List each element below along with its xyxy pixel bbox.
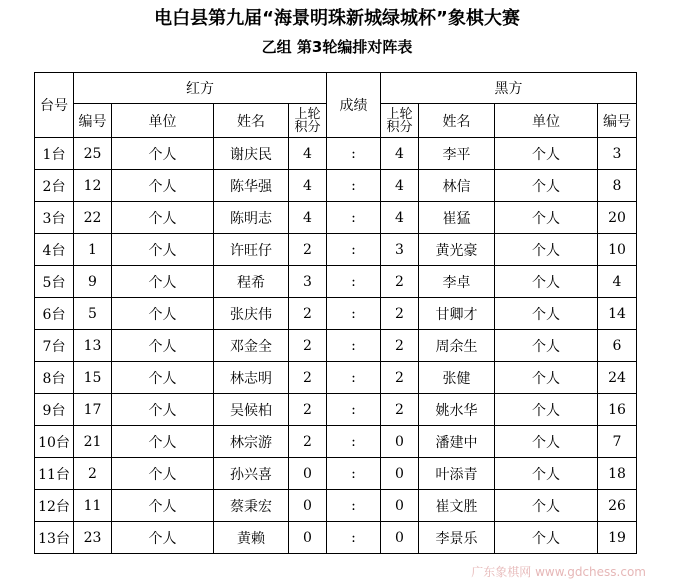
header-black-number: 编号 [598, 104, 637, 138]
red-points-cell: 0 [289, 522, 327, 554]
red-number-cell: 25 [74, 138, 112, 170]
red-points-cell: 3 [289, 266, 327, 298]
red-number-cell: 13 [74, 330, 112, 362]
header-row-top [35, 73, 637, 104]
red-name-cell: 张庆伟 [214, 298, 289, 330]
result-cell: : [327, 170, 381, 202]
red-points-cell: 2 [289, 234, 327, 266]
table-row [35, 234, 637, 266]
red-unit-cell: 个人 [112, 266, 214, 298]
result-cell: : [327, 138, 381, 170]
red-number-cell: 15 [74, 362, 112, 394]
red-points-cell: 2 [289, 362, 327, 394]
black-name-cell: 崔猛 [419, 202, 495, 234]
red-name-cell: 陈华强 [214, 170, 289, 202]
table-row [35, 362, 637, 394]
header-red-unit: 单位 [112, 104, 214, 138]
table-no-cell: 2台 [35, 170, 74, 202]
table-row [35, 522, 637, 554]
black-unit-cell: 个人 [495, 522, 598, 554]
table-no-cell: 13台 [35, 522, 74, 554]
red-name-cell: 吴候柏 [214, 394, 289, 426]
black-points-cell: 2 [381, 266, 419, 298]
black-number-cell: 8 [598, 170, 637, 202]
black-name-cell: 李卓 [419, 266, 495, 298]
page-subtitle: 乙组 第3轮编排对阵表 [261, 38, 413, 56]
black-number-cell: 20 [598, 202, 637, 234]
result-cell: : [327, 266, 381, 298]
red-name-cell: 黄赖 [214, 522, 289, 554]
black-name-cell: 林信 [419, 170, 495, 202]
red-name-cell: 程希 [214, 266, 289, 298]
black-unit-cell: 个人 [495, 170, 598, 202]
red-points-cell: 4 [289, 202, 327, 234]
black-number-cell: 26 [598, 490, 637, 522]
black-number-cell: 7 [598, 426, 637, 458]
table-no-cell: 9台 [35, 394, 74, 426]
site-watermark: 广东象棋网 www.gdchess.com [471, 565, 646, 579]
table-no-cell: 10台 [35, 426, 74, 458]
red-points-cell: 0 [289, 490, 327, 522]
table-row [35, 298, 637, 330]
red-unit-cell: 个人 [112, 458, 214, 490]
red-unit-cell: 个人 [112, 202, 214, 234]
table-row [35, 426, 637, 458]
red-points-cell: 2 [289, 426, 327, 458]
black-name-cell: 周余生 [419, 330, 495, 362]
table-no-cell: 5台 [35, 266, 74, 298]
red-number-cell: 23 [74, 522, 112, 554]
red-name-cell: 蔡秉宏 [214, 490, 289, 522]
red-number-cell: 1 [74, 234, 112, 266]
black-points-cell: 0 [381, 458, 419, 490]
table-row [35, 330, 637, 362]
header-black-side: 黑方 [381, 73, 637, 104]
result-cell: : [327, 394, 381, 426]
red-points-cell: 2 [289, 330, 327, 362]
red-unit-cell: 个人 [112, 522, 214, 554]
black-name-cell: 姚水华 [419, 394, 495, 426]
black-name-cell: 黄光豪 [419, 234, 495, 266]
red-name-cell: 林志明 [214, 362, 289, 394]
black-name-cell: 崔文胜 [419, 490, 495, 522]
red-name-cell: 许旺仔 [214, 234, 289, 266]
black-unit-cell: 个人 [495, 298, 598, 330]
black-number-cell: 16 [598, 394, 637, 426]
table-no-cell: 7台 [35, 330, 74, 362]
black-number-cell: 10 [598, 234, 637, 266]
black-number-cell: 14 [598, 298, 637, 330]
table-row [35, 266, 637, 298]
red-points-cell: 4 [289, 170, 327, 202]
black-unit-cell: 个人 [495, 394, 598, 426]
black-points-cell: 2 [381, 298, 419, 330]
header-black-name: 姓名 [419, 104, 495, 138]
black-number-cell: 19 [598, 522, 637, 554]
header-red-name: 姓名 [214, 104, 289, 138]
red-number-cell: 2 [74, 458, 112, 490]
table-row [35, 138, 637, 170]
result-cell: : [327, 298, 381, 330]
black-points-cell: 2 [381, 362, 419, 394]
header-red-side: 红方 [74, 73, 327, 104]
black-name-cell: 张健 [419, 362, 495, 394]
table-row [35, 458, 637, 490]
table-no-cell: 3台 [35, 202, 74, 234]
header-black-points [381, 104, 419, 138]
red-unit-cell: 个人 [112, 362, 214, 394]
result-cell: : [327, 522, 381, 554]
black-points-cell: 0 [381, 426, 419, 458]
black-unit-cell: 个人 [495, 234, 598, 266]
table-no-cell: 6台 [35, 298, 74, 330]
table-row [35, 202, 637, 234]
black-number-cell: 3 [598, 138, 637, 170]
black-unit-cell: 个人 [495, 458, 598, 490]
red-unit-cell: 个人 [112, 394, 214, 426]
header-red-points-line2: 积分 [294, 119, 321, 135]
table-no-cell: 11台 [35, 458, 74, 490]
black-number-cell: 18 [598, 458, 637, 490]
black-points-cell: 2 [381, 394, 419, 426]
black-number-cell: 4 [598, 266, 637, 298]
table-no-cell: 4台 [35, 234, 74, 266]
black-points-cell: 4 [381, 170, 419, 202]
pairing-table [34, 72, 637, 554]
black-unit-cell: 个人 [495, 202, 598, 234]
table-row [35, 394, 637, 426]
result-cell: : [327, 458, 381, 490]
black-unit-cell: 个人 [495, 330, 598, 362]
table-no-cell: 12台 [35, 490, 74, 522]
black-unit-cell: 个人 [495, 426, 598, 458]
black-points-cell: 4 [381, 138, 419, 170]
table-row [35, 170, 637, 202]
red-number-cell: 12 [74, 170, 112, 202]
result-cell: : [327, 330, 381, 362]
header-result: 成绩 [327, 73, 381, 138]
result-cell: : [327, 202, 381, 234]
red-unit-cell: 个人 [112, 330, 214, 362]
black-unit-cell: 个人 [495, 138, 598, 170]
header-red-points [289, 104, 327, 138]
result-cell: : [327, 490, 381, 522]
red-unit-cell: 个人 [112, 490, 214, 522]
black-name-cell: 甘卿才 [419, 298, 495, 330]
red-unit-cell: 个人 [112, 170, 214, 202]
table-no-cell: 8台 [35, 362, 74, 394]
red-points-cell: 4 [289, 138, 327, 170]
red-name-cell: 邓金全 [214, 330, 289, 362]
black-points-cell: 2 [381, 330, 419, 362]
result-cell: : [327, 362, 381, 394]
black-name-cell: 潘建中 [419, 426, 495, 458]
black-points-cell: 0 [381, 522, 419, 554]
red-points-cell: 0 [289, 458, 327, 490]
red-name-cell: 孙兴喜 [214, 458, 289, 490]
result-cell: : [327, 426, 381, 458]
red-number-cell: 9 [74, 266, 112, 298]
header-black-unit: 单位 [495, 104, 598, 138]
red-number-cell: 5 [74, 298, 112, 330]
black-name-cell: 李景乐 [419, 522, 495, 554]
result-cell: : [327, 234, 381, 266]
black-points-cell: 3 [381, 234, 419, 266]
red-unit-cell: 个人 [112, 426, 214, 458]
red-name-cell: 谢庆民 [214, 138, 289, 170]
black-points-cell: 0 [381, 490, 419, 522]
table-row [35, 490, 637, 522]
black-number-cell: 24 [598, 362, 637, 394]
header-red-points-line1: 上轮 [294, 106, 321, 122]
black-points-cell: 4 [381, 202, 419, 234]
black-name-cell: 叶添青 [419, 458, 495, 490]
table-no-cell: 1台 [35, 138, 74, 170]
black-unit-cell: 个人 [495, 266, 598, 298]
red-number-cell: 11 [74, 490, 112, 522]
red-name-cell: 林宗游 [214, 426, 289, 458]
red-unit-cell: 个人 [112, 298, 214, 330]
header-black-points-line2: 积分 [386, 119, 413, 135]
page-title: 电白县第九届“海景明珠新城绿城杯”象棋大赛 [154, 8, 520, 29]
black-name-cell: 李平 [419, 138, 495, 170]
red-number-cell: 21 [74, 426, 112, 458]
red-unit-cell: 个人 [112, 234, 214, 266]
red-number-cell: 22 [74, 202, 112, 234]
header-table-no: 台号 [35, 73, 74, 138]
red-points-cell: 2 [289, 298, 327, 330]
red-name-cell: 陈明志 [214, 202, 289, 234]
black-number-cell: 6 [598, 330, 637, 362]
header-black-points-line1: 上轮 [386, 106, 413, 122]
red-points-cell: 2 [289, 394, 327, 426]
header-red-number: 编号 [74, 104, 112, 138]
red-unit-cell: 个人 [112, 138, 214, 170]
black-unit-cell: 个人 [495, 362, 598, 394]
black-unit-cell: 个人 [495, 490, 598, 522]
red-number-cell: 17 [74, 394, 112, 426]
